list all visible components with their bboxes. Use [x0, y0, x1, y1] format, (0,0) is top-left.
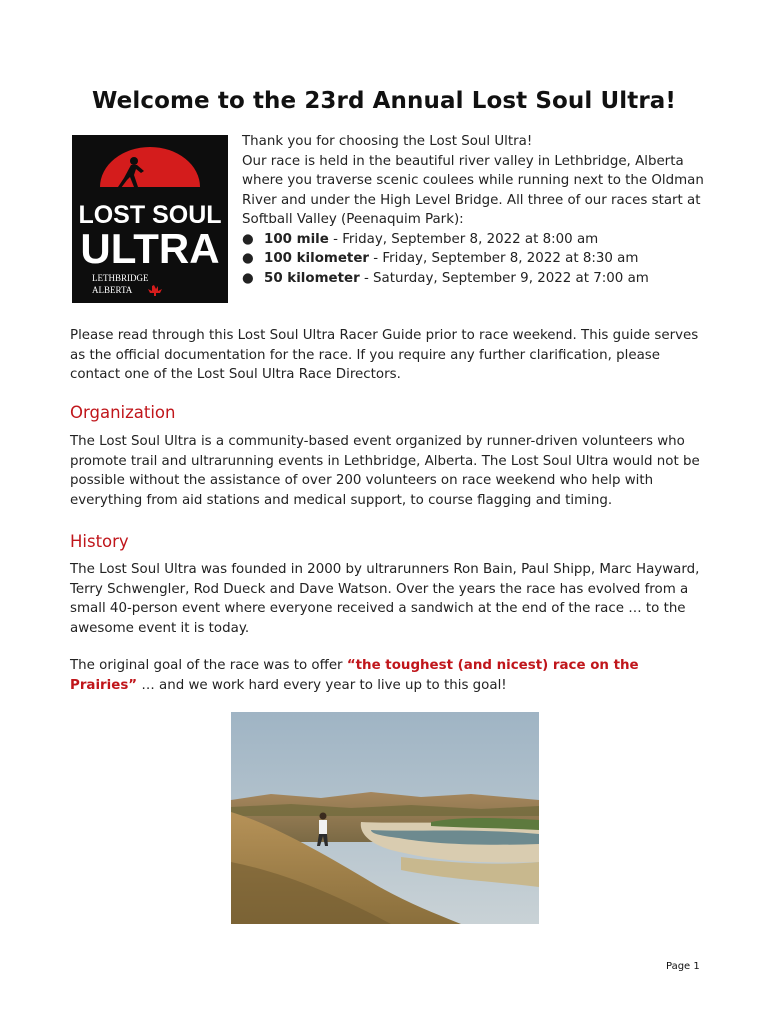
race-detail: - Saturday, September 9, 2022 at 7:00 am — [359, 270, 649, 286]
section-heading-organization: Organization — [70, 403, 176, 422]
photo-graphic — [231, 712, 539, 924]
race-name: 50 kilometer — [264, 270, 360, 286]
race-item-50-km: ● 50 kilometer - Saturday, September 9, 2022 at 7:00 am — [242, 270, 649, 286]
race-detail: - Friday, September 8, 2022 at 8:30 am — [369, 251, 639, 266]
goal-paragraph — [70, 656, 702, 695]
logo-text-lethbridge: LETHBRIDGE — [92, 273, 149, 283]
logo-text-lost-soul: LOST SOUL — [78, 201, 222, 229]
race-list — [242, 230, 712, 289]
logo-text-ultra: ULTRA — [80, 225, 220, 272]
intro-body: Our race is held in the beautiful river valley in Lethbridge, Alberta where you traverse scenic coulees while running next to the Oldman River and under the High Level Bridge. All three of our races start at Softball Valley (Peenaquim Park): — [242, 153, 704, 227]
logo-text-alberta: ALBERTA — [92, 285, 133, 295]
lost-soul-ultra-logo — [72, 135, 228, 303]
river-valley-photo — [231, 712, 539, 924]
goal-prefix: The original goal of the race was to offer — [70, 658, 347, 673]
race-item-100-km: ● 100 kilometer - Friday, September 8, 2022 at 8:30 am — [242, 251, 639, 266]
page-number: Page 1 — [666, 961, 700, 972]
race-detail: - Friday, September 8, 2022 at 8:00 am — [328, 231, 599, 247]
guide-paragraph: Please read through this Lost Soul Ultra Racer Guide prior to race weekend. This guide serves as the official documentation for the race. If you require any further clarification, please contact one of the Lost Soul Ultra Race Directors. — [70, 328, 699, 382]
page-title: Welcome to the 23rd Annual Lost Soul Ultra! — [92, 88, 676, 114]
race-item-100-mile: ● 100 mile - Friday, September 8, 2022 at 8:00 am — [242, 231, 599, 247]
logo-graphic — [72, 135, 228, 303]
organization-text: The Lost Soul Ultra is a community-based event organized by runner-driven volunteers who promote trail and ultrarunning events in Lethbridge, Alberta. The Lost Soul Ultra would not be possible without the assistance of over 200 volunteers on race weekend who help with everything from aid stations and medical support, to course flagging and timing. — [70, 434, 700, 508]
goal-quote: “the toughest (and nicest) race on the Prairies” — [70, 658, 639, 693]
section-heading-history: History — [70, 532, 129, 551]
history-text: The Lost Soul Ultra was founded in 2000 by ultrarunners Ron Bain, Paul Shipp, Marc Hayward, Terry Schwengler, Rod Dueck and Dave Watson. Over the years the race has evolved from a small 40-person event where everyone received a sandwich at the end of the race … to the awesome event it is today. — [70, 562, 700, 636]
intro-thanks: Thank you for choosing the Lost Soul Ultra! — [242, 134, 533, 149]
race-name: 100 mile — [264, 231, 329, 247]
goal-suffix: … and we work hard every year to live up to this goal! — [137, 677, 507, 693]
race-name: 100 kilometer — [264, 251, 370, 266]
intro-block — [242, 132, 712, 288]
